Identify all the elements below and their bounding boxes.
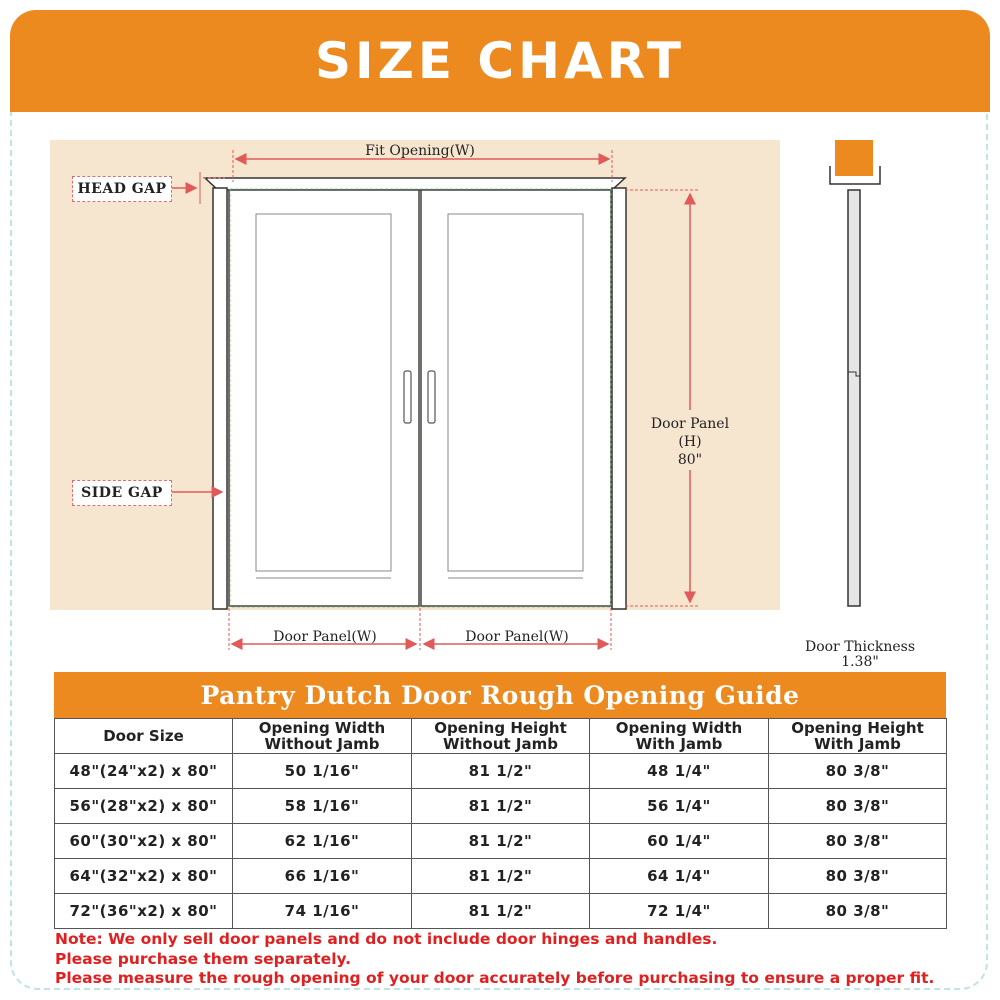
table-row [55, 894, 947, 929]
col-header-height-jamb: Opening Height With Jamb [769, 719, 947, 754]
cell-door-size: 60"(30"x2) x 80" [55, 824, 233, 859]
notes [55, 930, 934, 989]
cell-width-jamb: 48 1/4" [590, 754, 769, 789]
fit-opening-label: Fit Opening(W) [365, 143, 475, 159]
table-row [55, 859, 947, 894]
cell-door-size: 48"(24"x2) x 80" [55, 754, 233, 789]
cell-width-jamb: 60 1/4" [590, 824, 769, 859]
cell-height-jamb: 80 3/8" [769, 894, 947, 929]
rough-opening-guide [54, 672, 946, 929]
door-panel-right [421, 190, 611, 606]
table-row [55, 754, 947, 789]
door-height-label-line2: (H) [678, 434, 702, 450]
col-header-height-no-jamb: Opening Height Without Jamb [412, 719, 590, 754]
cell-width-no-jamb: 50 1/16" [233, 754, 412, 789]
door-thickness-view [830, 140, 880, 606]
cell-width-no-jamb: 66 1/16" [233, 859, 412, 894]
guide-table [54, 718, 947, 929]
cell-height-no-jamb: 81 1/2" [412, 754, 590, 789]
col-header-width-no-jamb: Opening Width Without Jamb [233, 719, 412, 754]
thickness-value: 1.38" [841, 654, 879, 670]
cell-width-jamb: 56 1/4" [590, 789, 769, 824]
cell-height-jamb: 80 3/8" [769, 824, 947, 859]
head-gap-tag: HEAD GAP [72, 176, 172, 202]
note-line: Note: We only sell door panels and do not include door hinges and handles. [55, 930, 718, 948]
guide-title: Pantry Dutch Door Rough Opening Guide [54, 672, 946, 718]
table-row [55, 824, 947, 859]
door-panel-left [229, 190, 419, 606]
door-width-label-right: Door Panel(W) [465, 629, 569, 645]
cell-width-jamb: 64 1/4" [590, 859, 769, 894]
cell-height-jamb: 80 3/8" [769, 754, 947, 789]
side-gap-tag: SIDE GAP [72, 480, 172, 506]
cell-width-no-jamb: 62 1/16" [233, 824, 412, 859]
handle-right [428, 371, 435, 423]
cell-width-no-jamb: 74 1/16" [233, 894, 412, 929]
door-width-label-left: Door Panel(W) [273, 629, 377, 645]
cell-width-no-jamb: 58 1/16" [233, 789, 412, 824]
col-header-width-jamb: Opening Width With Jamb [590, 719, 769, 754]
table-header-row [55, 719, 947, 754]
cell-height-no-jamb: 81 1/2" [412, 859, 590, 894]
cell-height-no-jamb: 81 1/2" [412, 894, 590, 929]
cell-door-size: 64"(32"x2) x 80" [55, 859, 233, 894]
note-line: Please purchase them separately. [55, 949, 352, 968]
cell-height-jamb: 80 3/8" [769, 789, 947, 824]
table-row [55, 789, 947, 824]
cell-height-no-jamb: 81 1/2" [412, 824, 590, 859]
cell-height-jamb: 80 3/8" [769, 859, 947, 894]
door-height-label-line1: Door Panel [650, 416, 730, 432]
thickness-label: Door Thickness [804, 639, 916, 655]
note-line: Please measure the rough opening of your door accurately before purchasing to ensure a proper fit. [55, 969, 935, 987]
cell-door-size: 72"(36"x2) x 80" [55, 894, 233, 929]
cell-door-size: 56"(28"x2) x 80" [55, 789, 233, 824]
cell-height-no-jamb: 81 1/2" [412, 789, 590, 824]
handle-left [404, 371, 411, 423]
cell-width-jamb: 72 1/4" [590, 894, 769, 929]
col-header-door-size: Door Size [55, 719, 233, 754]
page-title: SIZE CHART [314, 32, 686, 90]
door-height-value: 80" [677, 452, 703, 468]
